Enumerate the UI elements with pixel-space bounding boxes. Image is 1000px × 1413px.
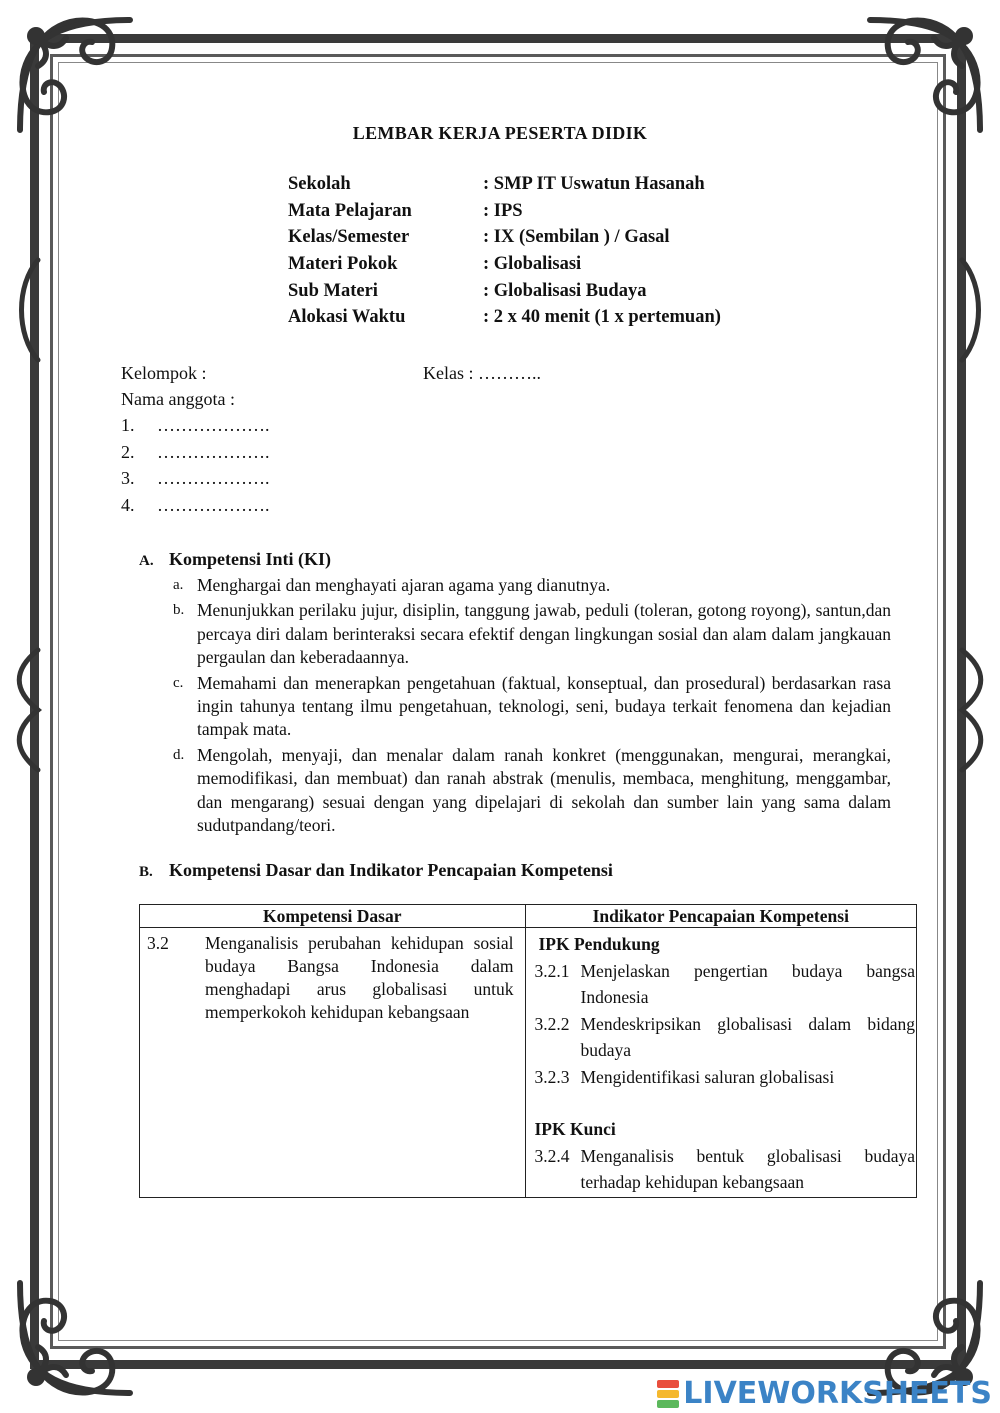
info-row — [288, 281, 721, 308]
info-row — [288, 174, 721, 201]
kd-number: 3.2 — [147, 933, 169, 953]
ipk-kunci-heading: IPK Kunci — [534, 1119, 616, 1139]
list-item[interactable] — [121, 415, 270, 442]
kd-text: Menganalisis perubahan kehidupan sosial budaya Bangsa Indonesia dalam menghadapi arus globalisasi untuk memperkokoh kehidupan kebangsaan — [205, 933, 514, 1022]
list-item — [535, 1011, 916, 1064]
side-ornament-icon — [952, 640, 992, 780]
ipk-text: Menganalisis bentuk globalisasi budaya terhadap kehidupan kebangsaan — [580, 1145, 915, 1192]
corner-ornament-icon — [0, 1263, 150, 1413]
info-row — [288, 201, 721, 228]
info-label: Alokasi Waktu — [288, 307, 406, 328]
ipk-text: Mendeskripsikan globalisasi dalam bidang budaya — [580, 1013, 915, 1060]
list-item — [173, 744, 891, 838]
member-number: 3. — [121, 468, 135, 488]
side-ornament-icon — [8, 640, 48, 780]
list-item — [173, 599, 891, 669]
list-item — [535, 1143, 916, 1196]
member-blank[interactable]: ………………. — [157, 441, 270, 462]
list-item — [535, 1064, 916, 1091]
info-label: Materi Pokok — [288, 254, 398, 275]
kelas-field[interactable]: Kelas : ……….. — [423, 363, 541, 383]
list-item — [173, 574, 891, 597]
section-letter: B. — [139, 864, 153, 880]
section-a-heading — [139, 549, 331, 570]
info-value: : SMP IT Uswatun Hasanah — [483, 174, 705, 194]
info-row — [288, 227, 721, 254]
section-b-heading — [139, 860, 613, 881]
kompetensi-table — [139, 904, 917, 1198]
info-value: : 2 x 40 menit (1 x pertemuan) — [483, 307, 721, 328]
item-text: Menghargai dan menghayati ajaran agama yang dianutnya. — [197, 575, 611, 595]
ipk-code: 3.2.3 — [534, 1066, 570, 1087]
liveworksheets-watermark[interactable] — [657, 1376, 992, 1411]
info-label: Sekolah — [288, 174, 351, 194]
member-number: 4. — [121, 494, 135, 515]
item-letter: d. — [173, 746, 185, 763]
item-text: Memahami dan menerapkan pengetahuan (faktual, konseptual, dan prosedural) berdasarkan rasa ingin tahunya tentang ilmu pengetahuan, teknologi, seni, budaya terkait fenomena dan kejadian tampak mata. — [197, 672, 891, 740]
page-title: LEMBAR KERJA PESERTA DIDIK — [352, 123, 648, 143]
info-row — [288, 254, 721, 281]
info-value: : IX (Sembilan ) / Gasal — [483, 227, 670, 248]
member-blank[interactable]: ………………. — [157, 468, 270, 488]
side-ornament-icon — [952, 250, 992, 370]
section-title: Kompetensi Inti (KI) — [169, 549, 331, 569]
info-label: Sub Materi — [288, 280, 378, 301]
section-letter: A. — [139, 553, 154, 569]
info-row — [288, 307, 721, 334]
table-header-ipk: Indikator Pencapaian Kompetensi — [525, 905, 917, 928]
info-value: : Globalisasi Budaya — [483, 280, 647, 301]
table-header-kd: Kompetensi Dasar — [140, 905, 526, 928]
member-list — [121, 415, 270, 521]
item-letter: c. — [173, 674, 184, 691]
kd-cell — [140, 928, 526, 1198]
section-title: Kompetensi Dasar dan Indikator Pencapaian Kompetensi — [169, 860, 613, 880]
list-item[interactable] — [121, 468, 270, 495]
info-label: Kelas/Semester — [288, 227, 410, 248]
member-blank[interactable]: ………………. — [157, 415, 270, 435]
list-item — [535, 958, 916, 1011]
member-blank[interactable]: ………………. — [157, 494, 270, 515]
info-value: : Globalisasi — [483, 254, 582, 275]
info-label: Mata Pelajaran — [288, 200, 412, 221]
item-letter: a. — [173, 577, 184, 593]
item-letter: b. — [173, 602, 185, 619]
list-item[interactable] — [121, 495, 270, 522]
member-number: 2. — [121, 441, 135, 462]
table-header-row — [140, 905, 917, 928]
side-ornament-icon — [8, 250, 48, 370]
list-item[interactable] — [121, 442, 270, 469]
ipk-code: 3.2.1 — [534, 960, 570, 981]
member-number: 1. — [121, 415, 135, 435]
item-text: Mengolah, menyaji, dan menalar dalam ranah konkret (menggunakan, mengurai, merangkai, memodifikasi, dan membuat) dan ranah abstrak (menulis, membaca, menghitung, menggambar, dan mengarang) sesuai dengan yang dipelajari di sekolah dan sumber lain yang sama dalam sudutpandang/teori. — [197, 744, 891, 836]
table-row — [140, 928, 917, 1198]
liveworksheets-logo-icon — [657, 1380, 679, 1408]
info-value: : IPS — [483, 200, 523, 221]
anggota-label: Nama anggota : — [121, 389, 235, 409]
kelompok-field[interactable]: Kelompok : — [121, 363, 207, 383]
ipk-code: 3.2.4 — [534, 1145, 570, 1166]
ipk-text: Mengidentifikasi saluran globalisasi — [580, 1066, 835, 1087]
info-block — [288, 174, 721, 334]
ipk-code: 3.2.2 — [534, 1013, 570, 1034]
ipk-cell — [525, 928, 917, 1198]
ipk-pendukung-heading: IPK Pendukung — [538, 934, 660, 954]
watermark-text: LIVEWORKSHEETS — [683, 1376, 992, 1411]
ipk-text: Menjelaskan pengertian budaya bangsa Indonesia — [580, 960, 915, 1007]
ki-list — [173, 574, 891, 839]
list-item — [173, 672, 891, 742]
item-text: Menunjukkan perilaku jujur, disiplin, tanggung jawab, peduli (toleran, gotong royong), santun,dan percaya diri dalam berinteraksi secara efektif dengan lingkungan sosial dan alam dalam jangkauan pergaulan dan keberadaannya. — [197, 600, 891, 668]
